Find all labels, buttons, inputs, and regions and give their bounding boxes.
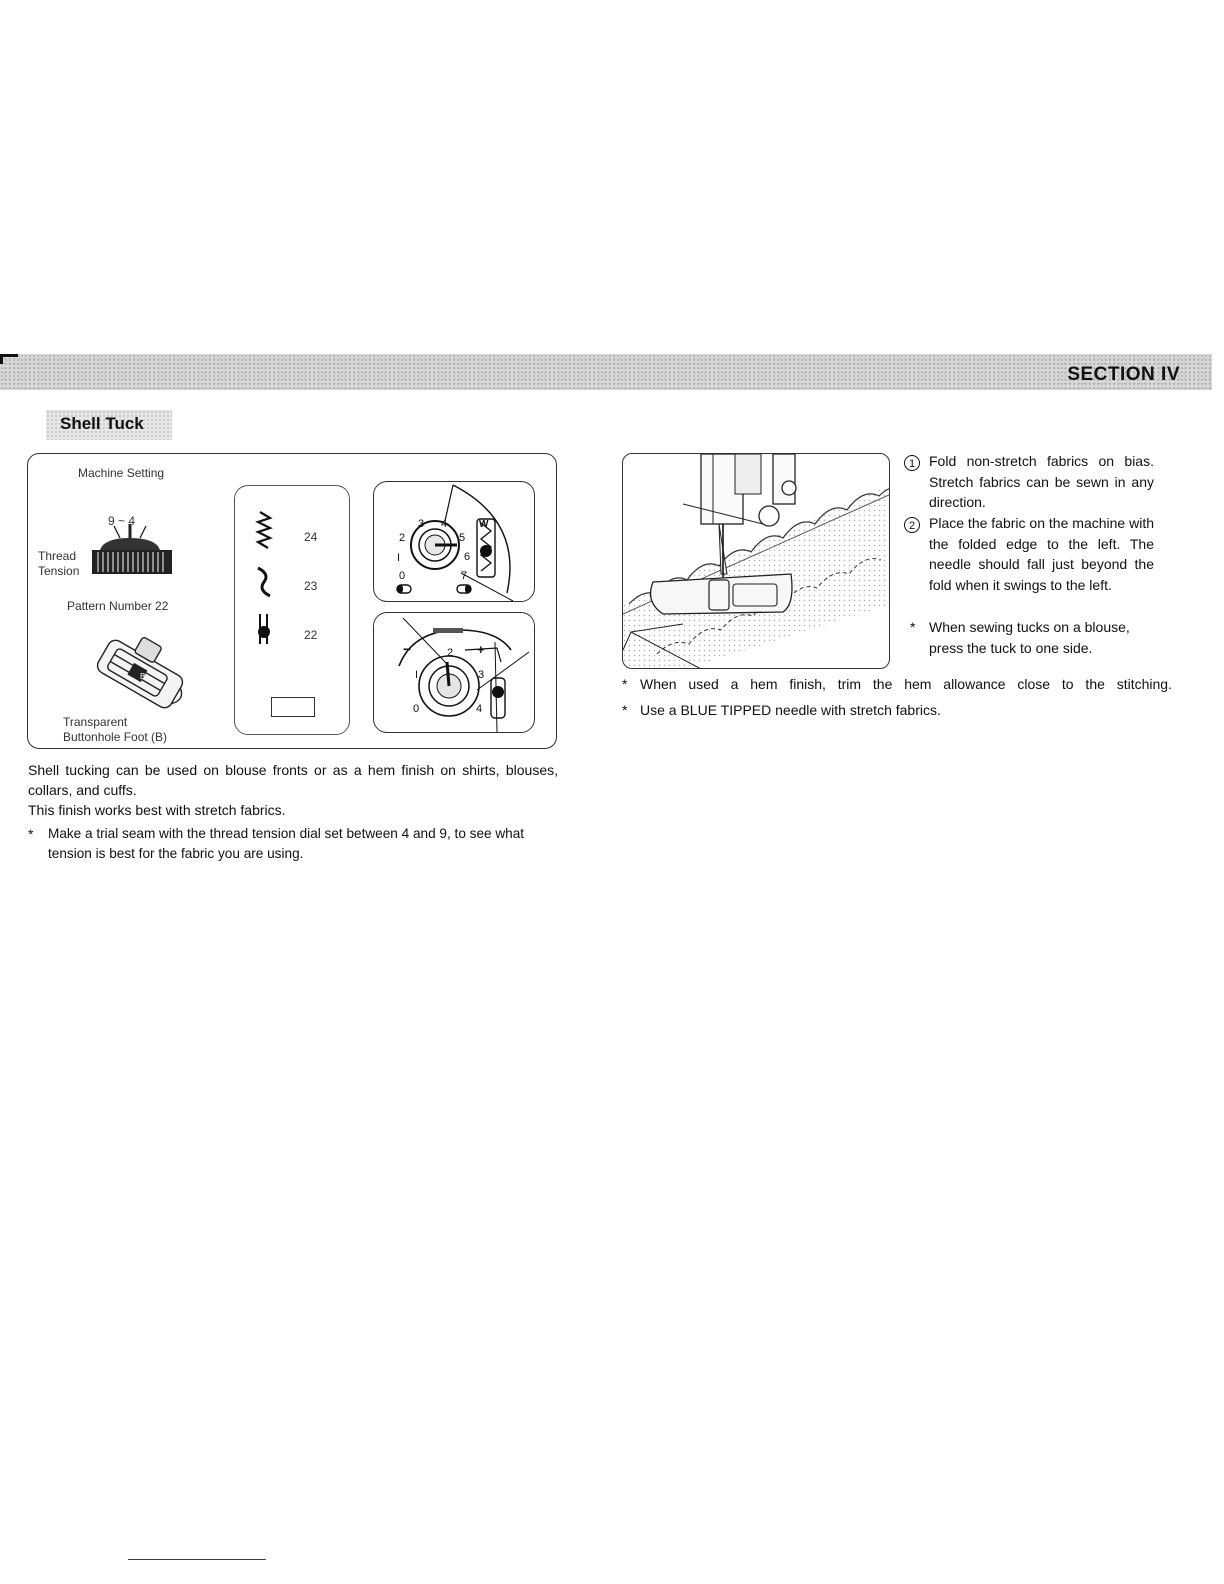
pattern-number-24: 24: [304, 530, 318, 544]
corner-crop-mark-vertical: [0, 354, 3, 364]
length-dial-minus: −: [403, 641, 412, 657]
length-dial-plus: +: [477, 642, 485, 657]
tension-label: Tension: [38, 564, 80, 578]
trial-seam-star: *: [28, 826, 34, 842]
step-note-text: When sewing tucks on a blouse, press the tuck to one side.: [929, 619, 1130, 656]
width-dial-mark: W: [479, 519, 489, 530]
width-dial-num-6: 6: [464, 551, 471, 563]
stitch-width-dial-icon: [373, 481, 535, 602]
intro-stretch-note: This finish works best with stretch fabrics.: [28, 802, 286, 818]
stitch-length-dial-icon: [373, 612, 535, 733]
length-dial-num-3: 3: [478, 669, 485, 681]
section-header-band: [0, 354, 1212, 390]
shell-tuck-sewing-illustration: [623, 454, 890, 669]
length-dial-num-4: 4: [476, 703, 483, 715]
pattern-number-22: 22: [304, 628, 318, 642]
width-dial-num-2: 2: [399, 532, 406, 544]
machine-setting-label: Machine Setting: [78, 466, 165, 480]
page-title: Shell Tuck: [60, 414, 144, 433]
step-2-number: [904, 514, 920, 535]
pattern-window: [271, 697, 315, 717]
section-label: SECTION IV: [1067, 364, 1180, 385]
step-note-star: *: [910, 619, 916, 635]
step-1-text: Fold non-stretch fabrics on bias. Stretch fabrics can be sewn in any direction.: [929, 453, 1154, 510]
step-2-text: Place the fabric on the machine with the folded edge to the left. The needle should fall just beyond the fold when it swings to the left.: [929, 515, 1154, 593]
hem-note-star: *: [622, 676, 628, 692]
needle-note-star: *: [622, 702, 628, 718]
buttonhole-foot-icon: [84, 632, 196, 716]
stitch-pattern-icons: [252, 510, 282, 650]
step-1-badge: 1: [904, 455, 920, 471]
pattern-number-label: Pattern Number 22: [67, 599, 169, 613]
step-2-badge: 2: [904, 517, 920, 533]
thread-label: Thread: [38, 549, 77, 563]
foot-letter: B: [140, 672, 146, 681]
length-dial-num-I: I: [415, 669, 419, 681]
width-dial-num-7: 7: [461, 570, 468, 582]
intro-paragraph: Shell tucking can be used on blouse fronts or as a hem finish on shirts, blouses, collars, and cuffs.: [28, 762, 558, 798]
tension-range: 9 ~ 4: [108, 514, 136, 528]
pattern-number-23: 23: [304, 579, 318, 593]
needle-note-text: Use a BLUE TIPPED needle with stretch fabrics.: [640, 702, 941, 718]
width-dial-num-5: 5: [459, 532, 466, 544]
width-dial-num-4: 4: [441, 518, 448, 530]
step-1-number: [904, 452, 920, 473]
width-dial-num-3: 3: [418, 518, 425, 530]
length-dial-num-0: 0: [413, 703, 420, 715]
width-dial-num-I: I: [397, 552, 401, 564]
hem-note-text: When used a hem finish, trim the hem allowance close to the stitching.: [640, 676, 1172, 692]
thread-tension-dial-icon: [84, 524, 180, 580]
foot-label-line-2: Buttonhole Foot (B): [63, 730, 168, 744]
length-dial-num-2: 2: [447, 647, 454, 659]
sewing-illustration-panel: [622, 453, 890, 669]
footer-link-underline: [128, 1559, 266, 1560]
trial-seam-note: Make a trial seam with the thread tension dial set between 4 and 9, to see what tension is best for the fabric you are using.: [48, 826, 525, 861]
width-dial-num-0: 0: [399, 570, 406, 582]
foot-label-line-1: Transparent: [63, 715, 128, 729]
